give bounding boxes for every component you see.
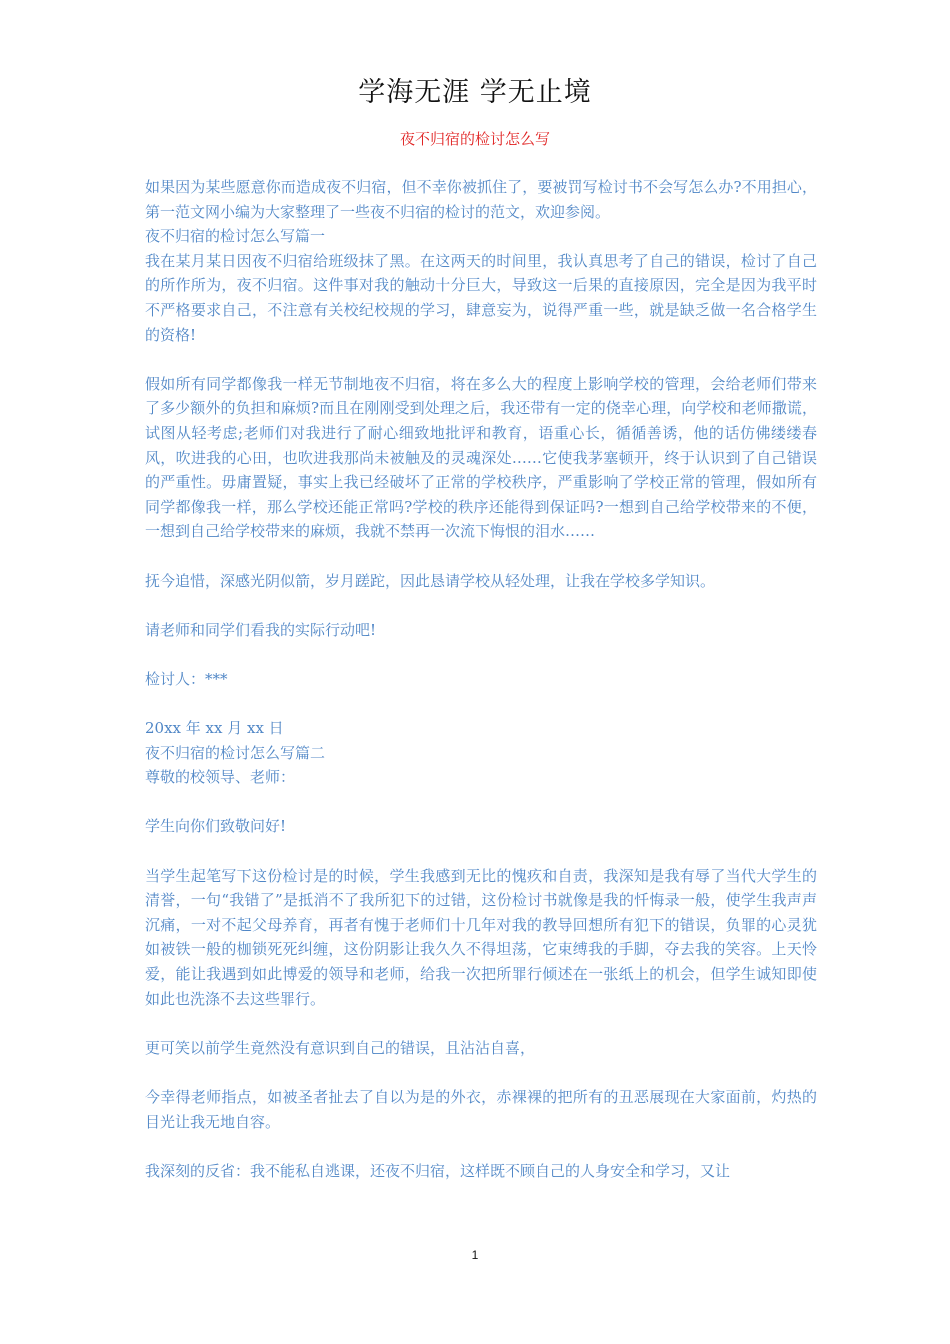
paragraph: 请老师和同学们看我的实际行动吧! [145,620,377,639]
paragraph: 更可笑以前学生竟然没有意识到自己的错误，且沾沾自喜， [145,1038,536,1057]
paragraph-intro: 如果因为某些愿意你而造成夜不归宿，但不幸你被抓住了，要被罚写检讨书不会写怎么办?不用担心，第一范文网小编为大家整理了一些夜不归宿的检讨的范文，欢迎参阅。 [145,178,817,221]
greeting: 学生向你们致敬问好! [145,817,287,836]
section-heading-two: 夜不归宿的检讨怎么写篇二 [145,743,326,762]
document-body [145,175,817,1183]
document-title: 夜不归宿的检讨怎么写 [399,130,550,148]
paragraph: 当学生起笔写下这份检讨是的时候，学生我感到无比的愧疚和自责，我深知是我有辱了当代大学生的清誉，一句“我错了”是抵消不了我所犯下的过错，这份检讨书就像是我的忏悔录一般，使学生我声声沉痛，一对不起父母养育，再者有愧于老师们十几年对我的教导回想所有犯下的错误，负罪的心灵犹如被铁一般的枷锁死死纠缠，这份阴影让我久久不得坦荡，它束缚我的手脚，夺去我的笑容。上天怜爱，能让我遇到如此博爱的领导和老师，给我一次把所罪行倾述在一张纸上的机会，但学生诚知即使如此也洗涤不去这些罪行。 [145,866,817,1008]
header-title: 学海无涯 学无止境 [358,77,592,108]
paragraph: 假如所有同学都像我一样无节制地夜不归宿，将在多么大的程度上影响学校的管理，会给老师们带来了多少额外的负担和麻烦?而且在刚刚受到处理之后，我还带有一定的侥幸心理，向学校和老师撒谎，试图从轻考虑;老师们对我进行了耐心细致地批评和教育，语重心长，循循善诱，他的话仿佛缕缕春风，吹进我的心田，也吹进我那尚未被触及的灵魂深处……它使我茅塞顿开，终于认识到了自己错误的严重性。毋庸置疑，事实上我已经破坏了正常的学校秩序，严重影响了学校正常的管理，假如所有同学都像我一样，那么学校还能正常吗?学校的秩序还能得到保证吗?一想到自己给学校带来的不便，一想到自己给学校带来的麻烦，我就不禁再一次流下悔恨的泪水…… [145,374,817,541]
paragraph: 我在某月某日因夜不归宿给班级抹了黑。在这两天的时间里，我认真思考了自己的错误，检讨了自己的所作所为，夜不归宿。这件事对我的触动十分巨大，导致这一后果的直接原因，完全是因为我平时不严格要求自己，不注意有关校纪校规的学习，肆意妄为，说得严重一些，就是缺乏做一名合格学生的资格! [145,251,817,344]
salutation: 尊敬的校领导、老师： [145,768,296,787]
signature-line: 检讨人：*** [145,669,228,688]
paragraph: 今幸得老师指点，如被圣者扯去了自以为是的外衣，赤裸裸的把所有的丑恶展现在大家面前，灼热的目光让我无地自容。 [145,1087,817,1131]
paragraph: 我深刻的反省：我不能私自逃课，还夜不归宿，这样既不顾自己的人身安全和学习，又让 [145,1161,731,1180]
page-number: 1 [471,1248,479,1262]
date-line: 20xx 年 xx 月 xx 日 [145,719,284,738]
paragraph: 抚今追惜，深感光阴似箭，岁月蹉跎，因此恳请学校从轻处理，让我在学校多学知识。 [145,571,716,590]
section-heading-one: 夜不归宿的检讨怎么写篇一 [145,227,326,246]
